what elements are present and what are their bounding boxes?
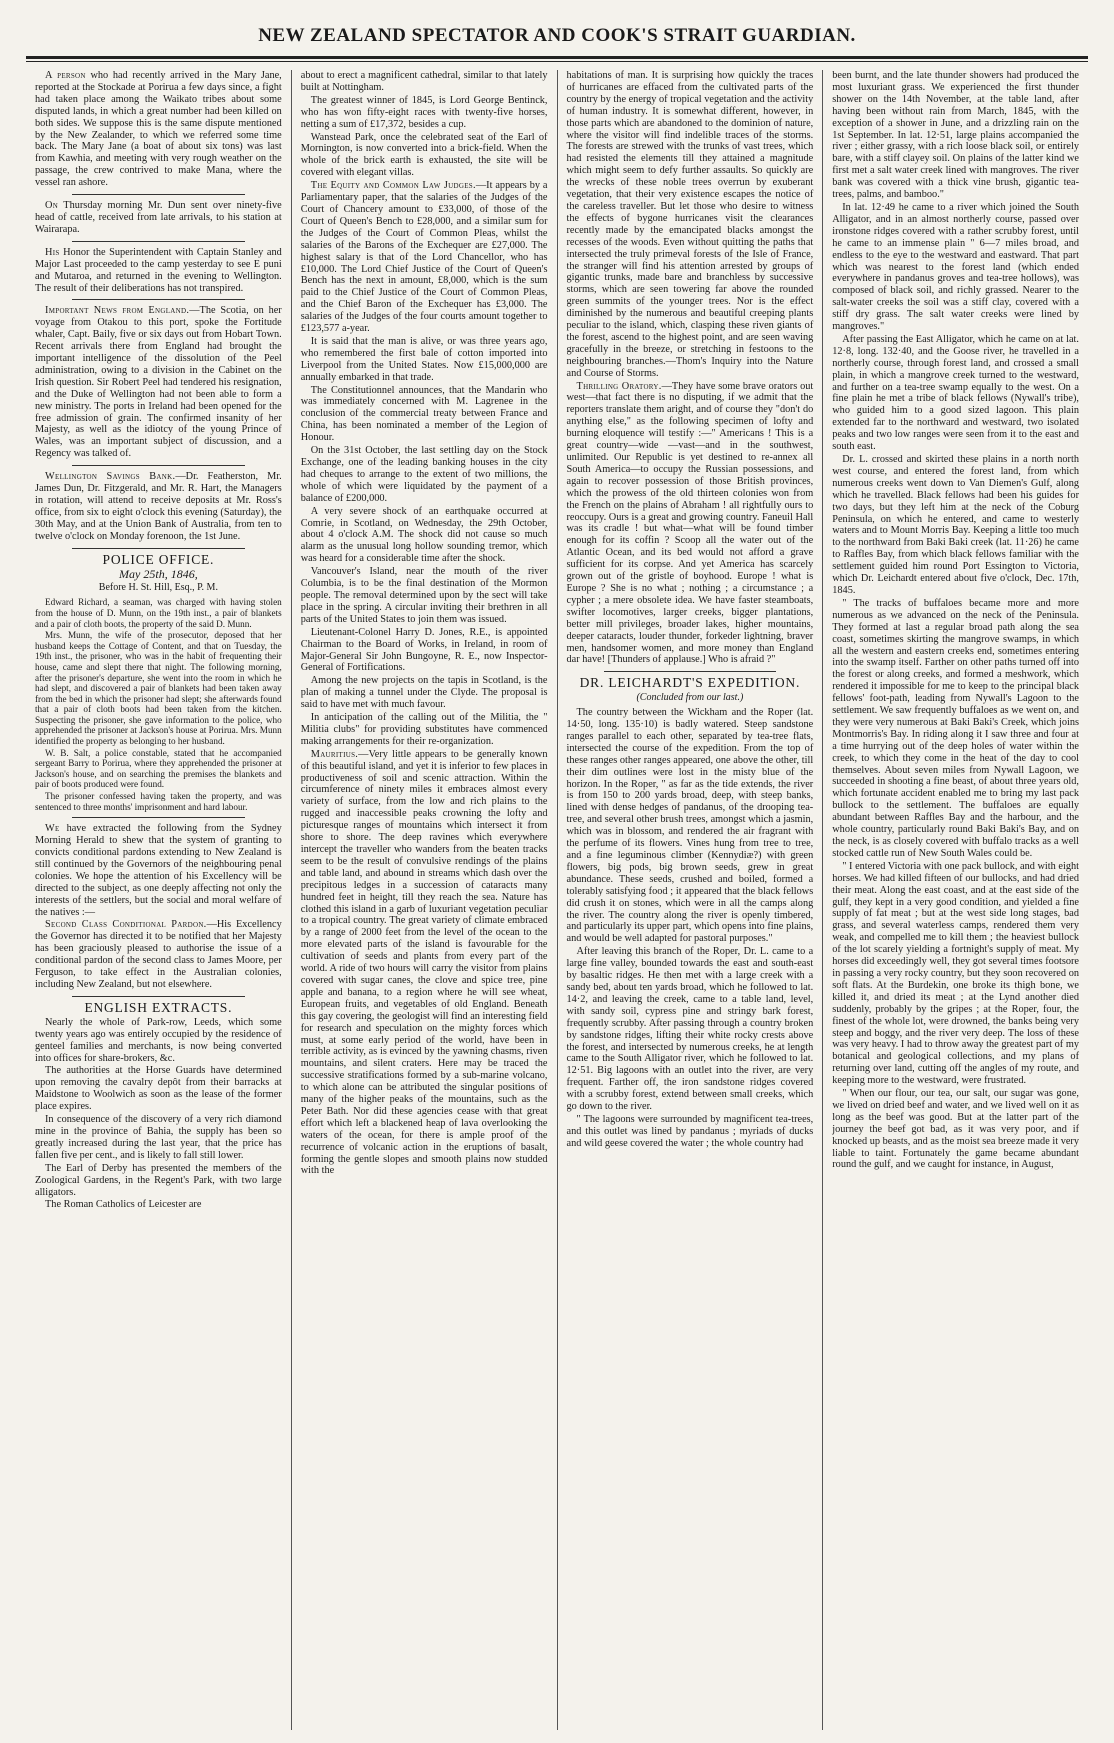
article-paragraph: Dr. L. crossed and skirted these plains in a north north west course, and entered the forest land, from which numerous creeks went down to Van Diemen's Gulf, along which he travelled. Black fellows had been his guides for two days, but they left him at the neck of the Coburg Peninsula, on which he entered, and came to westerly waters and to Mount Morris Bay. Keeping a little too much to the northward from Baki Baki creek (lat. 11·26) he came to Raffles Bay, from which black fellows familiar with the settlement guided him round Port Essington to Victoria, which Dr. Leichardt entered about five o'clock, Dec. 17th, 1845. (832, 454, 1079, 596)
column-1 (26, 70, 291, 1730)
paragraph-lead: Wellington Savings Bank. (45, 471, 176, 483)
masthead-rule-thin (26, 61, 1088, 62)
article-paragraph: A very severe shock of an earthquake occurred at Comrie, in Scotland, on Wednesday, the 29th October, about 4 o'clock A.M. The shock did not cause so much alarm as the unusual long hollow sounding tremor, which was heard for a considerable time after the shock. (300, 505, 548, 565)
article-paragraph: Vancouver's Island, near the mouth of the river Columbia, is to be the final destination of the Mormon people. The removal determined upon by the sect will take place in the spring. A circular inviting their brethren in all parts of the United States to join them was issued. (300, 566, 548, 625)
section-divider (72, 299, 245, 300)
section-divider (72, 548, 245, 549)
court-report-paragraph: Edward Richard, a seaman, was charged with having stolen from the house of D. Munn, on the 19th inst., a pair of blankets and a pair of cloth boots, the property of the said D. Munn. (35, 597, 282, 629)
article-paragraph: about to erect a magnificent cathedral, similar to that lately built at Nottingham. (300, 70, 548, 93)
article-paragraph: On the 31st October, the last settling day on the Stock Exchange, one of the leading banking houses in the city had cheques to arrange to the extent of two millions, the whole of which were liquidated by the payment of a balance of £200,000. (300, 445, 548, 504)
article-paragraph (35, 200, 282, 236)
section-divider (72, 817, 245, 818)
section-divider (72, 194, 245, 195)
article-paragraph: habitations of man. It is surprising how quickly the traces of hurricanes are effaced from the cultivated parts of the country by the energy of tropical vegetation and the activity of human industry. It is somewhat different, however, in those parts which are abandoned to the dominion of nature, where the visitor will find indelible traces of the storms. The forests are strewed with the trunks of vast trees, which had resisted the elements till they attained a magnitude which might seem to defy further assaults. So quickly are the wrecks of these noble trees overrun by exuberant vegetation, that their very existence escapes the notice of the careless traveller. But let those who desire to witness the effects of bygone hurricanes visit the clearances recently made by the emancipated blacks amongst the recesses of the woods. Even without quitting the paths that intersected the truly primeval forests of the Isle of France, the stranger will find his attention arrested by groups of gigantic trunks, made bare and branchless by successive storms, which are seen towering far above the rounded green summits of the younger trees. Nor is the effect diminished by the numerous and beautiful creeping plants peculiar to the island, which, clasping these riven giants of the forest, ascend to the highest point, and are seen waving gracefully in the breeze, or stretching in festoons to the neighbouring branches.—Thom's Inquiry into the Nature and Course of Storms. (566, 70, 814, 379)
article-paragraph: In consequence of the discovery of a very rich diamond mine in the province of Bahia, the supply has been so greatly increased during the last year, that the price has fallen five per cent., and is likely to fall still lower. (35, 1114, 282, 1161)
paragraph-lead: A person (45, 70, 86, 81)
article-paragraph (301, 749, 548, 1178)
article-paragraph (567, 381, 814, 667)
article-paragraph: Among the new projects on the tapis in Scotland, is the plan of making a tunnel under the Clyde. The proposal is said to have met with much favour. (300, 675, 548, 711)
article-paragraph (301, 180, 548, 335)
article-paragraph: The country between the Wickham and the Roper (lat. 14·50, long. 135·10) is badly watered. Steep sandstone ranges parallel to each other, separated by tea-tree flats, intersected the course of the expedition. From the top of these ranges other ranges appeared, one above the other, till their dim outlines were lost in the misty blue of the horizon. In the Roper, " as far as the tide extends, the river is from 150 to 200 yards broad, deep, with steep banks, lined with dense hedges of pandanus, of the drooping tea-tree, and several other brush trees, amongst which a jasmin, which was in blossom, and rendered the air fragrant with the perfume of its flowers. Vines hung from tree to tree, and a fine leguminous climber (Kennydiæ?) with green flowers, big pods, big brown seeds, grew in great abundance. These seeds, crushed and boiled, formed a tolerably satisfying food ; it appeared that the black fellows did crush it on stones, which were in all the camps along the river. The country along the river is openly timbered, and particularly its upper part, which opens into fine plains, and would be well adapted for pastoral purposes." (566, 707, 814, 945)
section-heading: DR. LEICHARDT'S EXPEDITION. (579, 675, 801, 691)
article-paragraph: Nearly the whole of Park-row, Leeds, which some twenty years ago was entirely occupied by the residence of genteel families and merchants, is now being converted into offices for share-brokers, &c. (35, 1016, 282, 1064)
paragraph-lead: Second Class Conditional Pardon. (45, 919, 207, 931)
paragraph-lead: Important News from England. (45, 305, 190, 317)
article-paragraph: " I entered Victoria with one pack bullock, and with eight horses. We had killed fifteen of our bullocks, and had dried their meat. Along the east coast, and at the east side of the gulf, they kept in a very good condition, and yielded a fine supply of fat meat ; but at the west side long stages, bad grass, and several waterless camps, rendered them very weak, and compelled me to kill them ; the heaviest bullock of the lot scarely yielding a fortnight's supply of meat. My horses did exceedingly well, they got several times footsore in passing a very rocky country, but they soon recovered on soft flats. At the Burdekin, one broke its thigh bone, we killed it, and dried its meat ; at the Lynd another died suddenly, probably by the gripes ; at the Roper, four, the finest of the whole lot, were drowned, the banks being very steep and boggy, and the river very deep. The loss of these was very heavy. I had to throw away the greatest part of my botanical and geological collections, and my plans of returning over land, cutting off the angles of my route, and keeping more to the westward, were frustrated. (832, 860, 1079, 1087)
article-paragraph (35, 919, 282, 990)
column-4 (822, 70, 1088, 1730)
section-byline: Before H. St. Hill, Esq., P. M. (98, 582, 218, 594)
column-3 (557, 70, 823, 1730)
article-paragraph: " When our flour, our tea, our salt, our sugar was gone, we lived on dried beef and water, and we lived well on it as long as the beef was good. But at the latter part of the journey the beef got bad, as it was very poor, and if knocked up beasts, and as the moist sea breeze made it very liable to taint. Fortunately the game became abundant round the gulf, and we caught for instance, in August, (832, 1088, 1079, 1171)
section-note: (Concluded from our last.) (636, 692, 744, 704)
article-paragraph: Wanstead Park, once the celebrated seat of the Earl of Mornington, is now converted into a brick-field. When the whole of the brick earth is exhausted, the site will be covered with elegant villas. (300, 131, 548, 179)
paragraph-body: —His Excellency the Governor has directed it to be notified that her Majesty has been graciously pleased to authorise the issue of a conditional pardon of the second class to James Moore, per Ferguson, to take effect in the Australian colonies, including New Zealand, but not elsewhere. (35, 919, 282, 990)
article-paragraph: In lat. 12·49 he came to a river which joined the South Alligator, and in an almost northerly course, passed over ironstone ridges covered with a rather scrubby forest, until he came to an immense plain " 6—7 miles broad, and endless to the eye to the westward and eastward. That part which was nearest to the forest land (which ended everywhere in pandanus groves and tea-tree hollows), was composed of black soil, and richly grassed. Nearer to the salt-water creeks the soil was a stiff clay, covered with a stiff dry grass. The salt water creeks were lined by mangroves." (832, 201, 1079, 333)
section-divider (72, 241, 245, 242)
court-report-paragraph: The prisoner confessed having taken the property, and was sentenced to three months' imprisonment and hard labour. (35, 791, 282, 812)
article-paragraph (35, 471, 282, 542)
paragraph-body: —The Scotia, on her voyage from Otakou to this port, spoke the Fortitude whaler, Capt. Baily, five or six days out from Hobart Town. Recent arrivals there from England had brought the important intelligence of the dissolution of the Peel administration, owing to a division in the Cabinet on the Irish question. Sir Robert Peel had tendered his resignation, and the Duke of Wellington had not been able to form a new ministry. The ports in Ireland had been opened for the free admission of grain. The confirmed insanity of her Majesty, as well as the idiotcy of the young Prince of Wales, was an important subject of discussion, and a Regency was talked of. (35, 305, 282, 460)
article-paragraph: Lieutenant-Colonel Harry D. Jones, R.E., is appointed Chairman to the Board of Works, in Ireland, in room of Major-General Sir John Bungoyne, R. E., now Inspector-General of Fortifications. (300, 626, 548, 674)
article-paragraph (35, 70, 282, 189)
section-heading: ENGLISH EXTRACTS. (84, 999, 233, 1015)
paragraph-body: Thursday morning Mr. Dun sent over ninety-five head of cattle, received from late arrivals, to his station at Wairarapa. (35, 200, 282, 235)
paragraph-lead: The Equity and Common Law Judges. (310, 180, 476, 192)
section-date: May 25th, 1846, (119, 566, 198, 581)
article-paragraph: The Roman Catholics of Leicester are (45, 1199, 202, 1211)
article-paragraph (35, 823, 282, 918)
article-paragraph (35, 247, 282, 295)
masthead-title: NEW ZEALAND SPECTATOR AND COOK'S STRAIT GUARDIAN. (258, 25, 856, 46)
article-paragraph: In anticipation of the calling out of the Militia, the " Militia clubs" for providing substitutes have commenced making arrangements for their re-organization. (300, 712, 548, 747)
paragraph-body: —They have some brave orators out west—that fact there is no disputing, if we admit that the reporters translate them aright, and of course they "don't do anything else," as the following specimen of lofty and burning eloquence will testify :—" Americans ! This is a great country—wide —vast—and in the southwest, unlimited. Our Republic is yet destined to re-annex all South America—to occupy the Russian possessions, and again to recover possession of those British provinces, which the prowess of the old thirteen colonies won from the French on the plains of Abraham ! all rightfully ours to reoccupy. Ours is a great and growing country. Faneuil Hall was its cradle ! but what—what will be found timber enough for its coffin ? Scoop all the water out of the Atlantic Ocean, and its bed would not afford a grave sufficient for its corpse. And yet America has scarcely grown out of the gristle of boyhood. Europe ! what is Europe ? She is no what ; nothing ; a circumstance ; a cypher ; a mere obsolete idea. We have faster steamboats, swifter locomotives, larger creeks, bigger plantations, better mill privileges, broader lakes, higher mountains, deeper cataracts, louder thunder, forkeder lightning, braver men, handsomer women, and more money than England dar have! [Thunders of applause.] Who is afraid ?" (566, 380, 814, 666)
article-paragraph: " The tracks of buffaloes became more and more numerous as we advanced on the neck of the Peninsula. They formed at last a regular broad path along the sea coast, sometimes skirting the mangrove swamps, in which all the western and eastern creeks end, sometimes entering into the swamp itself. Farther on other paths turned off into the forest or along creeks, and formed a meshwork, which rendered it impossible for me to keep to the principal black fellows' foot-path, leading from Nywall's Lagoon to the settlement. We saw frequently buffaloes as we went on, and they were very numerous at Baki Baki's Creek, which joins Montmorris's Bay. In riding along it I saw three and four at a time hurrying out of the deep holes of water within the creek, to which they come in the heat of the day to cool themselves. About seven miles from Nywall Lagoon, we succeeded in shooting a fine beast, of about three years old, which fortunate accident enabled me to bring my last pack bullock to the settlement. The buffaloes are equally abundant between Raffles Bay and the harbour, and the whole country, particularly round Baki Baki's Bay, and on the neck, is as closely covered with buffalo tracks as a well stocked cattle run of New South Wales could be. (832, 597, 1079, 859)
article-paragraph: The Earl of Derby has presented the members of the Zoological Gardens, in the Regent's Park, with two large alligators. (35, 1162, 282, 1198)
paragraph-body: —It appears by a Parliamentary paper, that the salaries of the Judges of the Court of Chancery amount to £33,000, of those of the Court of Queen's Bench to £28,000, and a similar sum for the Judges of the Court of Common Pleas, whilst the salaries of the Barons of the Exchequer are £27,000. The highest salary is that of the Lord Chancellor, who has £10,000. The Lord Chief Justice of the Court of Queen's Bench has the next in amount, £8,000, which is the sum paid to the Chief Justice of the Court of Common Pleas, and the Chief Baron of the Exchequer has £3,000. The salaries of the Judges of the four courts amount together to £123,577 a-year. (300, 180, 548, 335)
section-heading: POLICE OFFICE. (102, 551, 215, 567)
paragraph-lead: His (45, 246, 60, 258)
article-paragraph: After passing the East Alligator, which he came on at lat. 12·8, long. 132·40, and the Goose river, he travelled in a northerly course, through forest land, and crossed a small plain, in which a mangrove creek turned to the westward, and further on a tea-tree swamp equally to the west. On a fine plain he met a tribe of black fellows (Nywall's tribe), who guided him to a good sized lagoon. This plain extended far to the northward and westward, two isolated peaks and two low ranges were seen from it to the east and south east. (832, 333, 1079, 453)
paragraph-body: have extracted the following from the Sydney Morning Herald to shew that the system of granting to convicts conditional pardons extending to New Zealand is still continued by the Governors of the neighbouring penal colonies. We hope the attention of his Excellency will be directed to the subject, as one deeply affecting not only the interests of the settlers, but the social and moral welfare of the natives :— (35, 823, 282, 918)
paragraph-body: —Dr. Featherston, Mr. James Dun, Dr. Fitzgerald, and Mr. R. Hart, the Managers in rotation, will attend to receive deposits at Mr. Ross's office, from six to eight o'clock this evening (Saturday), the 30th May, and at the Union Bank of Australia, from ten to twelve o'clock on Monday forenoon, the 1st June. (35, 471, 282, 542)
article-paragraph: The Constitutionnel announces, that the Mandarin who was immediately concerned with M. Lagrenee in the conclusion of the commercial treaty between France and China, has been nominated a member of the Legion of Honour. (300, 384, 548, 444)
column-2 (291, 70, 557, 1730)
section-divider (72, 465, 245, 466)
paragraph-body: —Very little appears to be generally known of this beautiful island, and yet it is inferior to few places in productiveness of soil and scenic attraction. Within the circumference of ninety miles it embraces almost every variety of surface, from the low and rich plains to the rugged and inaccessible peaks crowning the lofty and picturesque ranges of mountains which intersect it from shore to shore. The deep ravines which everywhere intercept the traveller who wanders from the beaten tracks seem to be the result of convulsive rendings of the plains and table land, and abound in streams which dash over the precipitous ledges in a succession of cataracts many hundred feet in height, till they reach the sea. Nature has clothed this island in a garb of luxuriant vegetation peculiar to a tropical country. The great variety of climate embraced by a range of 2000 feet from the level of the ocean to the more elevated parts of the island is favourable for the cultivation of seeds and plants from every part of the world. A ride of two hours will carry the visitor from plains covered with sugar canes, the clove and spice tree, pine apple and banana, to a region where he will see wheat, European fruits, and vegetables of old England. Beneath this gay covering, the geologist will find an interesting field for research and speculation on the mighty forces which must, at some early period of the world, have been in terrible activity, as is evinced by the yawning chasms, riven mountains, and silent craters. Here may be traced the successive stratifications formed by a sub-marine volcano, to which alone can be attributed the singular positions of many of the higher peaks of the mountains, such as the Peter Bath. Nor did these agencies cease with that great effort which left a blackened heap of lava overlooking the waters of the ocean, for there is ample proof of the recurrence of volcanic action in the eruptions of basalt, forming the gentle slopes and smooth plains now studded with the (300, 748, 548, 1177)
article-paragraph: The authorities at the Horse Guards have determined upon removing the cavalry depôt from their barracks at Maidstone to Woolwich as soon as the lease of the former place expires. (35, 1065, 282, 1113)
court-report-paragraph: Mrs. Munn, the wife of the prosecutor, deposed that her husband keeps the Cottage of Content, and that on Tuesday, the 19th inst., the prisoner, who was in the habit of frequenting their house, came and slept there that night. The following morning, after the prisoner's departure, she went into the room in which he had slept, and discovered a pair of blankets had been taken away from the bed in which the prisoner had slept; she afterwards found that a pair of cloth boots had been taken from the kitchen. Suspecting the prisoner, she gave information to the police, who apprehended the prisoner at Jackson's house at Porirua. Mrs. Munn identified the property as belonging to her husband. (35, 630, 282, 747)
paragraph-lead: Mauritius. (310, 748, 359, 760)
article-paragraph: After leaving this branch of the Roper, Dr. L. came to a large fine valley, bounded towards the east and south-east by basaltic ridges. He then met with a large creek with a sandy bed, about ten yards broad, which he followed to lat. 14·2, and leaving the creek, came to a table land, level, with sandy soil, cypress pine and stringy bark forest, frequently scrubby. After passing through a country broken by sandstone ridges, lifting their white rocky crests above the forest, and intersected by numerous creeks, he at length came to the South Alligator river, which he followed to lat. 12·51. Big lagoons with an outlet into the river, are very frequent. Farther off, the iron sandstone ridges covered with a scrubby forest, extend between small creeks, which go down to the river. (566, 946, 814, 1113)
paragraph-lead: On (45, 200, 59, 212)
columns (26, 70, 1088, 1730)
paragraph-body: who had recently arrived in the Mary Jane, reported at the Stockade at Porirua a few days since, a fight had taken place among the Waikato tribes about some disputed lands, in which a great number had been killed on both sides. We suppose this is the same dispute mentioned by the New Zealander, to which we referred some time back. The Mary Jane (a boat of about six tons) was last from Kawhia, and meeting with very rough weather on the passage, the crew contrived to make Mana, where the vessel ran ashore. (35, 70, 282, 189)
article-paragraph: " The lagoons were surrounded by magnificent tea-trees, and this outlet was lined by pandanus ; myriads of ducks and wild geese covered the water ; the whole country had (566, 1113, 814, 1149)
article-paragraph: been burnt, and the late thunder showers had produced the most luxuriant grass. We experienced the first thunder shower on the 14th November, at the table land, after having been without rain from March, 1845, with the exception of a shower in June, and a drizzling rain on the 1st September. In lat. 12·51, large plains accompanied the river ; either grassy, with a rich loose black soil, or entirely bare, with a stiff clayey soil. On plains of the latter kind we first met a salt water creek lined with mangroves. The river bank was covered with a thick vine brush, gigantic tea-trees, palms, and bamboo." (832, 70, 1079, 201)
article-paragraph: The greatest winner of 1845, is Lord George Bentinck, who has won fifty-eight races with twenty-five horses, netting a sum of £17,372, besides a cup. (300, 94, 548, 130)
article-paragraph (35, 305, 282, 460)
paragraph-lead: We (45, 823, 60, 835)
paragraph-body: Honor the Superintendent with Captain Stanley and Major Last proceeded to the camp yesterday to see E puni and Mutaroa, and returned in the evening to Wellington. The result of their deliberations has not transpired. (35, 246, 282, 294)
masthead-rule-thick (26, 56, 1088, 59)
section-divider (72, 996, 245, 997)
court-report-paragraph: W. B. Salt, a police constable, stated that he accompanied sergeant Barry to Porirua, where they apprehended the prisoner at Jackson's house, and on searching the premises the blankets and pair of boots produced were found. (35, 747, 282, 790)
article-paragraph: It is said that the man is alive, or was three years ago, who remembered the first bale of cotton imported into Liverpool from the United States. Now £15,000,000 are annually embarked in that trade. (300, 335, 548, 383)
paragraph-lead: Thrilling Oratory. (576, 380, 662, 392)
section-divider (604, 671, 777, 672)
